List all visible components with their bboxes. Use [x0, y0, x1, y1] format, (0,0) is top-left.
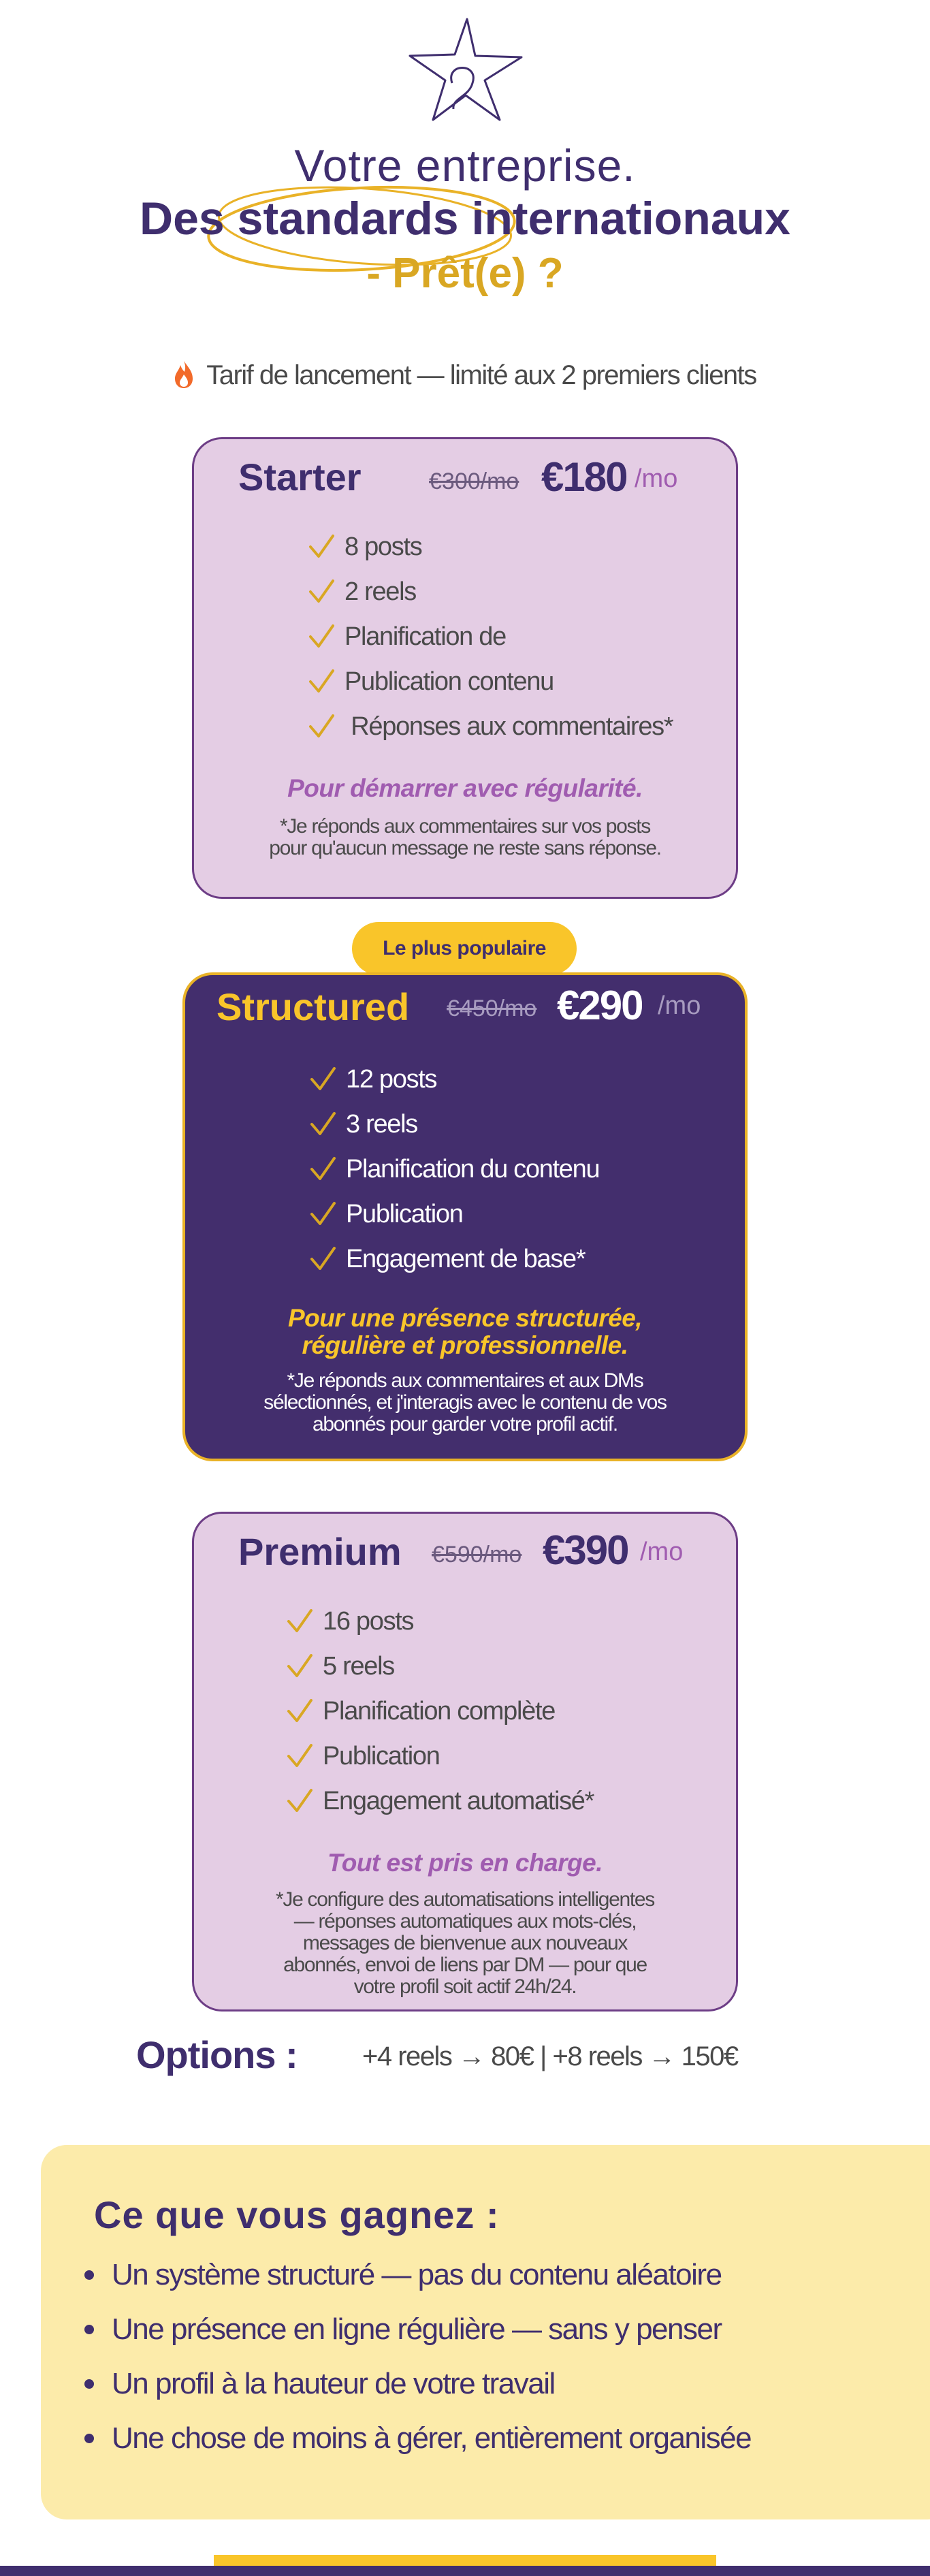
- tagline-line: Pour une présence structurée,: [287, 1304, 643, 1332]
- feature-label: Planification complète: [323, 1696, 556, 1726]
- benefit-item: [84, 2258, 722, 2292]
- feature-label: Engagement automatisé*: [323, 1786, 594, 1815]
- check-icon: [308, 578, 335, 605]
- price: €390: [543, 1527, 628, 1573]
- feature-item: [286, 1689, 594, 1734]
- bullet-icon: [84, 2379, 94, 2389]
- check-icon: [309, 1245, 336, 1273]
- feature-item: [309, 1237, 599, 1282]
- plan-note: [182, 1370, 748, 1435]
- benefit-text: Une chose de moins à gérer, entièrement organisée: [112, 2421, 752, 2455]
- price-period: /mo: [658, 991, 701, 1020]
- launch-offer: [0, 360, 930, 391]
- feature-list: [286, 1599, 594, 1824]
- benefit-text: Un profil à la hauteur de votre travail: [112, 2367, 555, 2400]
- feature-label: Publication: [323, 1741, 440, 1770]
- check-icon: [286, 1787, 313, 1815]
- plan-name: Structured: [217, 985, 410, 1028]
- old-price: €450/mo: [447, 996, 537, 1021]
- note-line: messages de bienvenue aux nouveaux: [302, 1932, 628, 1954]
- feature-item: [308, 524, 673, 569]
- note-line: abonnés, envoi de liens par DM — pour que: [283, 1954, 647, 1976]
- plan-name: Premium: [238, 1530, 402, 1573]
- feature-item: [308, 614, 673, 659]
- price-period: /mo: [635, 464, 678, 493]
- plan-tagline: Pour démarrer avec régularité.: [287, 774, 643, 802]
- bullet-icon: [84, 2270, 94, 2280]
- feature-item: [308, 659, 673, 704]
- note-line: pour qu'aucun message ne reste sans réponse.: [269, 837, 661, 859]
- plan-tagline: [182, 1305, 748, 1359]
- note-line: *Je réponds aux commentaires et aux DMs: [287, 1369, 643, 1392]
- feature-item: [309, 1057, 599, 1102]
- feature-item: [308, 704, 673, 749]
- check-icon: [286, 1743, 313, 1770]
- popular-badge: Le plus populaire: [352, 922, 577, 975]
- tagline-line: régulière et professionnelle.: [302, 1331, 628, 1359]
- old-price: €300/mo: [429, 468, 519, 494]
- benefit-text: Une présence en ligne régulière — sans y penser: [112, 2312, 722, 2346]
- feature-item: [286, 1779, 594, 1824]
- feature-label: 8 posts: [344, 532, 422, 561]
- launch-text: Tarif de lancement — limité aux 2 premiers clients: [206, 360, 756, 390]
- note-line: votre profil soit actif 24h/24.: [353, 1975, 577, 1998]
- check-icon: [308, 533, 335, 560]
- check-icon: [309, 1066, 336, 1093]
- feature-item: [308, 569, 673, 614]
- feature-label: Publication contenu: [344, 667, 554, 696]
- check-icon: [308, 713, 335, 740]
- feature-label: 3 reels: [346, 1109, 417, 1139]
- headline-line-3: - Prêt(e) ?: [366, 250, 564, 297]
- feature-label: Engagement de base*: [346, 1244, 586, 1273]
- note-line: sélectionnés, et j'interagis avec le contenu de vos: [263, 1391, 667, 1414]
- feature-item: [309, 1102, 599, 1147]
- feature-label: 16 posts: [323, 1606, 414, 1636]
- feature-item: [286, 1599, 594, 1644]
- benefit-item: [84, 2421, 751, 2455]
- feature-item: [286, 1644, 594, 1689]
- headline-line-1: Votre entreprise.: [294, 140, 636, 191]
- feature-list: [309, 1057, 599, 1282]
- check-icon: [309, 1156, 336, 1183]
- feature-item: [309, 1192, 599, 1237]
- plan-name: Starter: [238, 456, 362, 498]
- feature-label: Planification du contenu: [346, 1154, 600, 1183]
- feature-list: [308, 524, 673, 749]
- check-icon: [309, 1200, 336, 1228]
- star-outline-icon: [404, 15, 526, 124]
- price: €290: [557, 983, 643, 1028]
- footer-bar: [0, 2566, 930, 2576]
- price-period: /mo: [640, 1538, 684, 1566]
- benefits-title: Ce que vous gagnez :: [94, 2193, 500, 2236]
- plan-note: [192, 816, 738, 859]
- headline-line-2: Des standards internationaux: [139, 193, 791, 244]
- bullet-icon: [84, 2325, 94, 2334]
- note-line: abonnés pour garder votre profil actif.: [312, 1413, 618, 1435]
- benefit-text: Un système structuré — pas du contenu aléatoire: [112, 2258, 722, 2291]
- check-icon: [309, 1111, 336, 1138]
- check-icon: [308, 668, 335, 695]
- old-price: €590/mo: [432, 1542, 522, 1568]
- check-icon: [286, 1608, 313, 1635]
- feature-label: 12 posts: [346, 1064, 437, 1094]
- plan-tagline: Tout est pris en charge.: [327, 1849, 603, 1877]
- note-line: *Je configure des automatisations intelligentes: [276, 1888, 654, 1911]
- note-line: — réponses automatiques aux mots-clés,: [293, 1910, 637, 1933]
- feature-item: [286, 1734, 594, 1779]
- feature-label: Planification de: [344, 622, 506, 651]
- benefit-item: [84, 2367, 555, 2401]
- options-value: +4 reels → 80€ | +8 reels → 150€: [362, 2041, 738, 2071]
- note-line: *Je réponds aux commentaires sur vos posts: [279, 815, 650, 838]
- price: €180: [541, 454, 627, 500]
- feature-label: 5 reels: [323, 1651, 394, 1681]
- feature-label: Publication: [346, 1199, 463, 1228]
- options-label: Options :: [136, 2033, 298, 2076]
- check-icon: [308, 623, 335, 650]
- check-icon: [286, 1698, 313, 1725]
- feature-label: Réponses aux commentaires*: [344, 712, 673, 741]
- plan-note: [192, 1889, 738, 1998]
- feature-item: [309, 1147, 599, 1192]
- feature-label: 2 reels: [344, 577, 416, 606]
- check-icon: [286, 1653, 313, 1680]
- bullet-icon: [84, 2434, 94, 2443]
- benefit-item: [84, 2312, 722, 2347]
- fire-icon: [174, 360, 194, 389]
